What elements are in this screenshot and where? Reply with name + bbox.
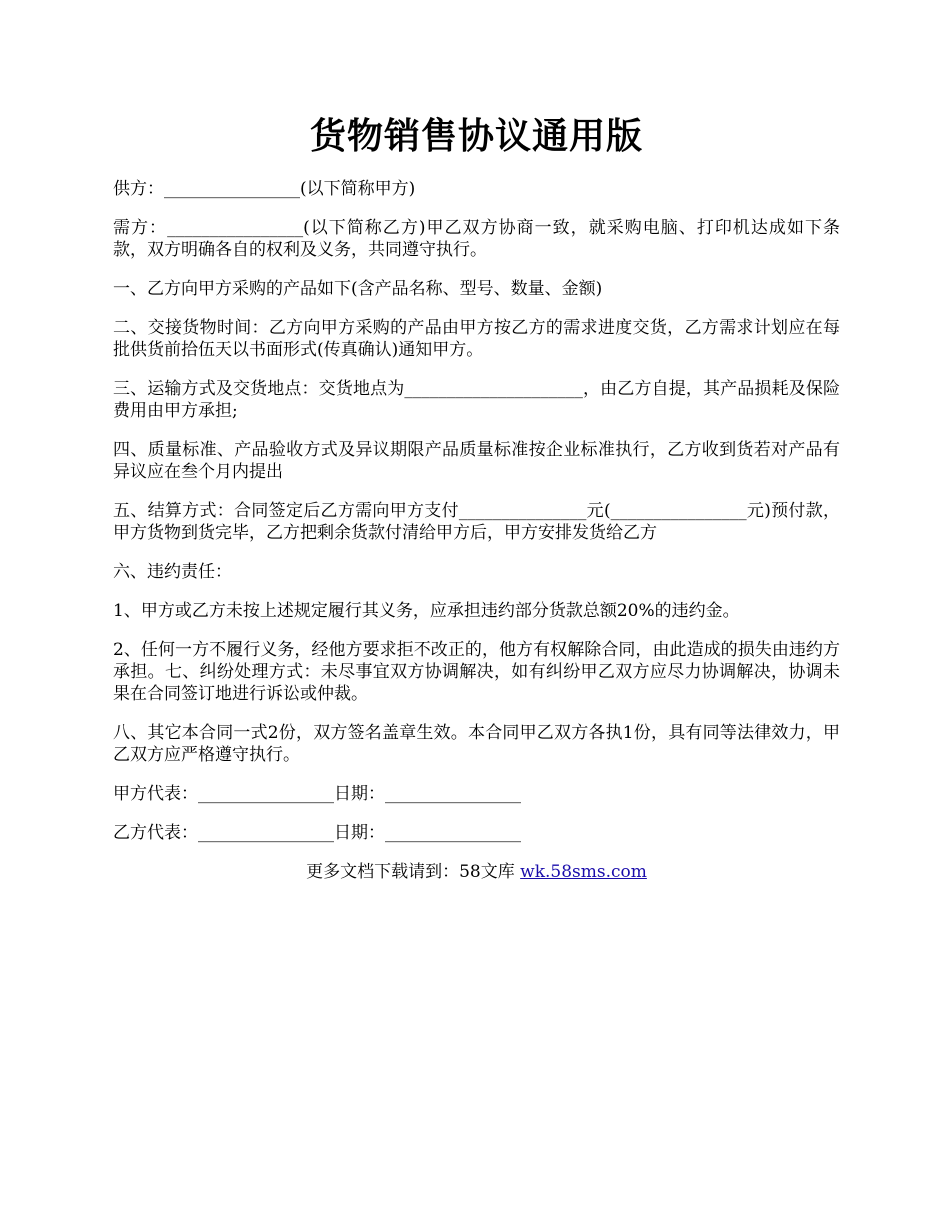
- party-b-signature-line: 乙方代表：________________日期：________________: [113, 823, 521, 843]
- clause-4-quality: 四、质量标准、产品验收方式及异议期限产品质量标准按企业标准执行，乙方收到货若对产品有异议应在叁个月内提出: [113, 440, 840, 482]
- footer-text: 更多文档下载请到：58文库: [306, 862, 521, 882]
- clause-2-delivery-time: 二、交接货物时间：乙方向甲方采购的产品由甲方按乙方的需求进度交货，乙方需求计划应在每批供货前拾伍天以书面形式(传真确认)通知甲方。: [113, 318, 840, 360]
- document-page: [113, 108, 840, 883]
- clause-1-products: 一、乙方向甲方采购的产品如下(含产品名称、型号、数量、金额): [113, 279, 603, 299]
- clause-8-other: 八、其它本合同一式2份，双方签名盖章生效。本合同甲乙双方各执1份，具有同等法律效力，甲乙双方应严格遵守执行。: [113, 723, 840, 765]
- buyer-line: 需方：________________(以下简称乙方)甲乙双方协商一致，就采购电脑、打印机达成如下条款，双方明确各自的权利及义务，共同遵守执行。: [113, 218, 840, 260]
- clause-3-transport: 三、运输方式及交货地点：交货地点为_____________________，由乙方自提，其产品损耗及保险费用由甲方承担;: [113, 379, 840, 421]
- clause-5-settlement: 五、结算方式：合同签定后乙方需向甲方支付_______________元(________________元)预付款，甲方货物到货完毕，乙方把剩余货款付清给甲方后，甲方安排发货给乙方: [113, 501, 840, 543]
- liability-item-1: 1、甲方或乙方未按上述规定履行其义务，应承担违约部分货款总额20%的违约金。: [113, 601, 740, 621]
- clause-6-liability-heading: 六、违约责任：: [113, 562, 232, 582]
- download-footer: [113, 861, 840, 883]
- footer-link[interactable]: wk.58sms.com: [520, 862, 647, 882]
- document-title: 货物销售协议通用版: [309, 115, 643, 157]
- liability-item-2: 2、任何一方不履行义务，经他方要求拒不改正的，他方有权解除合同，由此造成的损失由违约方承担。七、纠纷处理方式：未尽事宜双方协调解决，如有纠纷甲乙双方应尽力协调解决，协调未果在合同签订地进行诉讼或仲裁。: [113, 640, 840, 704]
- supplier-line: 供方：________________(以下简称甲方): [113, 179, 416, 199]
- party-a-signature-line: 甲方代表：________________日期：________________: [113, 784, 521, 804]
